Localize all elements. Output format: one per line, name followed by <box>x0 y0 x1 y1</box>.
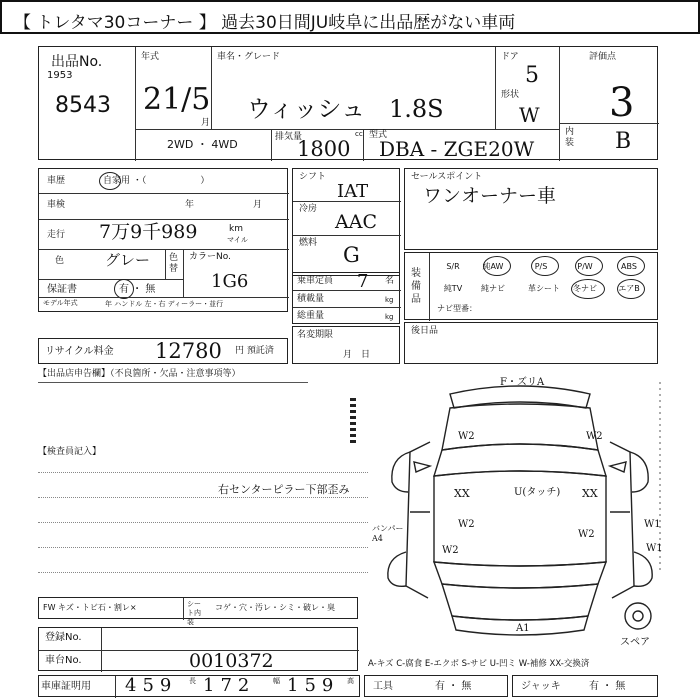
equipment-option-airbag: エアB <box>618 284 640 293</box>
declaration-label: 【出品店申告欄】（不良箇所・欠品・注意事項等） <box>38 369 241 379</box>
shape-value: W <box>519 103 540 127</box>
inspection-year-unit: 年 <box>185 200 195 210</box>
door-value: 5 <box>525 63 539 88</box>
door-label: ドア <box>501 52 519 62</box>
capacity-label: 乗車定員 <box>297 276 334 286</box>
recycle-label: リサイクル料金 <box>45 346 114 357</box>
chassis-value: 0010372 <box>189 650 274 672</box>
sales-point-box <box>404 168 658 250</box>
inspector-label: 【検査員記入】 <box>38 447 102 457</box>
certificate-length: 459 <box>125 675 178 696</box>
sales-point-value: ワンオーナー車 <box>423 185 557 207</box>
shift-value: IAT <box>337 181 369 202</box>
equipment-option-navi: 純ナビ <box>481 284 505 293</box>
interior-value: B <box>615 129 632 154</box>
rating-label: 評価点 <box>589 52 617 62</box>
car-damage-diagram <box>370 372 670 658</box>
year-value: 21/5 <box>143 82 211 117</box>
mark-right-xx: XX <box>582 487 598 500</box>
model-year-text: 年 ハンドル 左・右 ディーラー・並行 <box>105 300 224 308</box>
certificate-label: 車庫証明用 <box>41 681 91 692</box>
mark-rear-right: W2 <box>578 529 595 540</box>
recycle-value: 12780 <box>155 339 222 363</box>
equipment-option-ps: P/S <box>534 262 548 271</box>
capacity-unit: 名 <box>385 276 395 286</box>
fw-text: コゲ・穴・汚レ・シミ・破レ・臭 <box>215 603 335 612</box>
history-value: 自家用 ・（ ） <box>103 176 210 186</box>
inspection-month-unit: 月 <box>253 200 263 210</box>
year-unit: 月 <box>201 118 211 128</box>
type-code-label: 型式 <box>369 130 388 140</box>
mark-left-xx: XX <box>454 487 470 500</box>
jack-box <box>512 675 658 697</box>
model-label: 車名・グレード <box>217 52 281 62</box>
lot-label: 出品No. <box>51 54 103 70</box>
lot-number: 8543 <box>55 93 111 118</box>
vehicle-details-box <box>38 168 288 312</box>
mileage-unit-mile: マイル <box>227 236 248 244</box>
header-title: 【 トレタマ30コーナー 】 過去30日間JU岐阜に出品歴がない車両 <box>14 13 516 33</box>
equipment-option-winter: 冬ナビ <box>573 284 597 293</box>
inspection-label: 車検 <box>47 200 66 210</box>
equipment-label: 装備品 <box>411 268 421 305</box>
chassis-label: 車台No. <box>45 655 82 666</box>
history-label: 車歴 <box>47 176 66 186</box>
mark-left-w2: W2 <box>442 545 459 556</box>
jack-value: 有 ・ 無 <box>589 681 626 692</box>
mark-right-w1-b: W1 <box>646 543 663 554</box>
expiry-unit: 月 日 <box>343 350 371 360</box>
certificate-length-unit: 長 <box>189 677 196 685</box>
color-label: 色 <box>55 256 65 266</box>
mark-bumper-a4: バンパーA4 <box>372 524 404 543</box>
expiry-label: 名変期限 <box>297 330 334 340</box>
navi-model-label: ナビ型番： <box>437 304 477 313</box>
registration-box <box>38 627 358 671</box>
mark-right-w1-a: W1 <box>644 519 661 530</box>
gross-unit: kg <box>385 313 394 321</box>
color-code-label: カラーNo. <box>189 252 231 262</box>
top-info-box <box>38 46 658 160</box>
load-label: 積載量 <box>297 294 325 304</box>
color-code: 1G6 <box>211 271 249 292</box>
load-unit: kg <box>385 296 394 304</box>
tools-label: 工具 <box>373 681 393 692</box>
small-mark <box>350 398 356 444</box>
mechanical-box <box>292 168 400 276</box>
mark-roof: U(タッチ) <box>514 487 561 498</box>
recycle-box <box>38 338 288 364</box>
color-value: グレー <box>105 251 151 269</box>
capacity-value: 7 <box>357 271 369 292</box>
registration-label: 登録No. <box>45 632 82 643</box>
displacement-unit: cc <box>355 130 363 138</box>
mark-front-bumper: F・ズリA <box>500 377 545 388</box>
shape-label: 形状 <box>501 90 520 100</box>
displacement-label: 排気量 <box>275 132 303 142</box>
lot-small-number: 1953 <box>47 70 73 81</box>
fw-label: FW キズ・トビ石・割レ× <box>43 603 137 612</box>
mark-rear-a1: A1 <box>516 623 530 634</box>
capacity-box <box>292 272 400 324</box>
after-market-label: 後日品 <box>411 326 439 336</box>
mileage-unit-km: km <box>229 224 243 234</box>
aircon-label: 冷房 <box>299 204 318 214</box>
mark-front-right: W2 <box>586 431 603 442</box>
equipment-option-aw: 純AW <box>482 262 504 271</box>
mileage-label: 走行 <box>47 230 66 240</box>
certificate-height: 159 <box>287 675 340 696</box>
equipment-option-leather: 革シート <box>528 284 560 293</box>
sales-point-label: セールスポイント <box>411 172 483 182</box>
fuel-value: G <box>343 243 360 267</box>
year-label: 年式 <box>141 52 160 62</box>
mark-front-left: W2 <box>458 431 475 442</box>
tools-value: 有 ・ 無 <box>435 681 472 692</box>
equipment-option-abs: ABS <box>621 262 637 271</box>
fw-box <box>38 597 358 626</box>
recycle-unit: 円 預託済 <box>235 346 274 356</box>
mark-rear-left: W2 <box>458 519 475 530</box>
displacement-value: 1800 <box>297 137 351 161</box>
equipment-option-sr: S/R <box>446 262 460 271</box>
expiry-box <box>292 326 400 364</box>
mileage-value: 7万9千989 <box>99 221 198 243</box>
warranty-label: 保証書 <box>47 284 77 295</box>
equipment-option-pw: P/W <box>577 262 593 271</box>
drive-label: 2WD ・ 4WD <box>167 138 238 151</box>
header-banner <box>0 0 700 34</box>
certificate-height-unit: 高 <box>347 677 354 685</box>
damage-legend: A-キズ C-腐食 E-エクボ S-サビ U-凹ミ W-補修 XX-交換済 <box>368 659 590 669</box>
after-market-box <box>404 322 658 364</box>
model-grade: 1.8S <box>389 95 444 123</box>
equipment-option-tv: 純TV <box>443 284 463 293</box>
certificate-width: 172 <box>203 675 256 696</box>
color-change-label: 色替 <box>169 253 179 274</box>
shift-label: シフト <box>299 172 327 182</box>
equipment-box <box>404 252 658 320</box>
inspector-note: 右センターピラー下部歪み <box>218 483 350 496</box>
model-name: ウィッシュ <box>247 95 366 123</box>
aircon-value: AAC <box>335 211 377 233</box>
spare-label: スペア <box>620 637 650 648</box>
certificate-width-unit: 幅 <box>273 677 280 685</box>
model-year-label: モデル年式 <box>43 299 78 307</box>
gross-label: 総重量 <box>297 311 325 321</box>
fw-sheet-label: シート内装 <box>187 600 201 626</box>
certificate-box <box>38 675 360 697</box>
fuel-label: 燃料 <box>299 238 318 248</box>
tools-box <box>364 675 508 697</box>
warranty-value: 有 ・ 無 <box>119 284 156 295</box>
jack-label: ジャッキ <box>521 681 561 692</box>
type-code-value: DBA - ZGE20W <box>379 137 535 161</box>
interior-label: 内装 <box>565 127 575 148</box>
rating-value: 3 <box>609 80 635 126</box>
